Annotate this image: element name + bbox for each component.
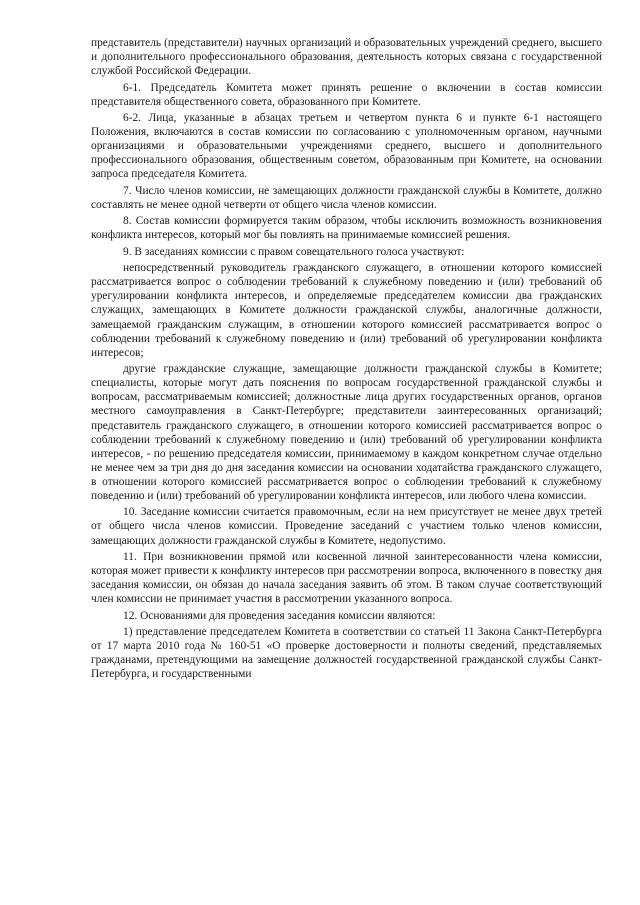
paragraph-8: 8. Состав комиссии формируется таким образом, чтобы исключить возможность возникновения конфликта интересов, который мог бы повлиять на принимаемые комиссией решения. (91, 215, 602, 242)
paragraph-7: 7. Число членов комиссии, не замещающих должности гражданской службы в Комитете, должно составлять не менее одной четверти от общего числа членов комиссии. (91, 184, 602, 211)
paragraph-9-item-1: непосредственный руководитель гражданского служащего, в отношении которого комиссией рассматривается вопрос о соблюдении требований к служебному поведению и (или) требований об урегулировании конфликта интересов, и определяемые председателем комиссии два гражданских служащих, замещающих в Комитете должности гражданской службы, аналогичные должности, замещаемой гражданским служащим, в отношении которого комиссией рассматривается вопрос о соблюдении требований к служебному поведению и (или) требований об урегулировании конфликта интересов; (91, 262, 602, 359)
paragraph-12-item-1: 1) представление председателем Комитета в соответствии со статьей 11 Закона Санкт-Петербурга от 17 марта 2010 года № 160-51 «О проверке достоверности и полноты сведений, представляемых гражданами, претендующими на замещение должностей государственной гражданской службы Санкт-Петербурга, и государственными (91, 626, 602, 681)
paragraph-12: 12. Основаниями для проведения заседания комиссии являются: (123, 609, 436, 622)
paragraph-11: 11. При возникновении прямой или косвенной личной заинтересованности члена комиссии, которая может привести к конфликту интересов при рассмотрении вопроса, включенного в повестку дня заседания комиссии, он обязан до начала заседания заявить об этом. В таком случае соответствующий член комиссии не принимает участия в рассмотрении указанного вопроса. (91, 550, 602, 606)
paragraph-9: 9. В заседаниях комиссии с правом совещательного голоса участвуют: (123, 245, 465, 258)
paragraph-9-item-2: другие гражданские служащие, замещающие должности гражданской службы в Комитете; специалисты, которые могут дать пояснения по вопросам государственной гражданской службы и вопросам, рассматриваемым комиссией; должностные лица других государственных органов, органов местного самоуправления в Санкт-Петербурге; представители заинтересованных организаций; представитель гражданского служащего, в отношении которого комиссией рассматривается вопрос о соблюдении требований к служебному поведению и (или) требований об урегулировании конфликта интересов, - по решению председателя комиссии, принимаемому в каждом конкретном случае отдельно не менее чем за три дня до дня заседания комиссии на основании ходатайства гражданского служащего, в отношении которого комиссией рассматривается вопрос о соблюдении требований к служебному поведению и (или) требований об урегулировании конфликта интересов, или любого члена комиссии. (91, 363, 602, 502)
paragraph-6-2: 6-2. Лица, указанные в абзацах третьем и четвертом пункта 6 и пункте 6-1 настоящего Положения, включаются в состав комиссии по согласованию с уполномоченным органом, научными организациями и образовательными учреждениями среднего, высшего и дополнительного профессионального образования, общественным советом, образованным при Комитете, на основании запроса председателя Комитета. (91, 112, 602, 181)
paragraph-10: 10. Заседание комиссии считается правомочным, если на нем присутствует не менее двух третей от общего числа членов комиссии. Проведение заседаний с участием только членов комиссии, замещающих должности гражданской службы в Комитете, недопустимо. (91, 506, 602, 547)
paragraph-continuation: представитель (представители) научных организаций и образовательных учреждений среднего, высшего и дополнительного профессионального образования, деятельность которых связана с государственной службой Российской Федерации. (91, 37, 602, 78)
paragraph-6-1: 6-1. Председатель Комитета может принять решение о включении в состав комиссии представителя общественного совета, образованного при Комитете. (91, 81, 602, 108)
